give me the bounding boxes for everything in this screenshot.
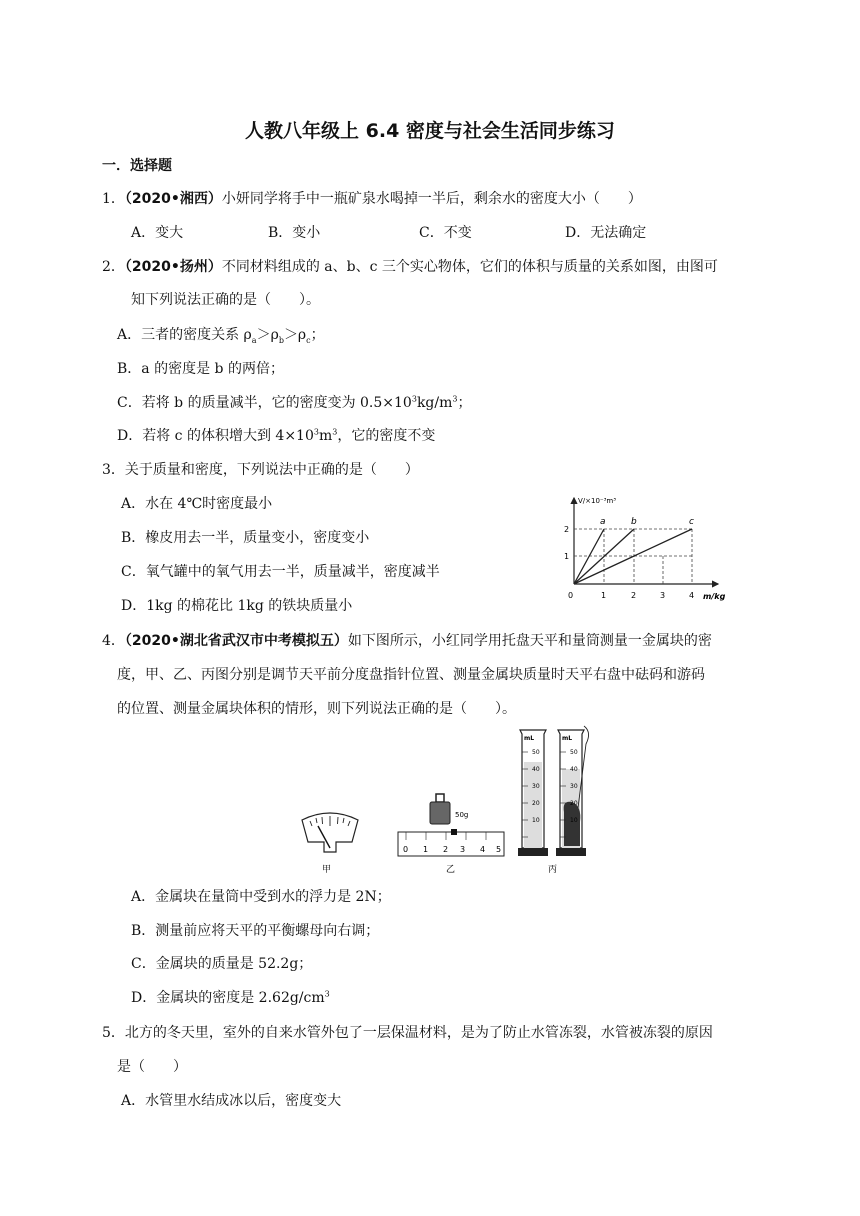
q2-option-d xyxy=(117,427,435,445)
line-a xyxy=(574,529,604,584)
x-tick-0: 0 xyxy=(568,591,574,600)
q4-stem-line1: 如下图所示，小红同学用托盘天平和量筒测量一金属块的密 xyxy=(347,633,712,649)
q2-c-unit: kg/m xyxy=(416,395,453,411)
cyl2-scale-30: 30 xyxy=(570,783,578,790)
label-b: b xyxy=(631,517,637,527)
cyl2-ml: mL xyxy=(562,735,573,742)
q3-option-a: A．水在 4℃时密度最小 xyxy=(121,496,273,512)
q4-option-c: C．金属块的质量是 52.2g； xyxy=(131,956,313,972)
q2-source: （2020•扬州） xyxy=(124,259,222,275)
cyl1-scale-20: 20 xyxy=(532,800,540,807)
q2-d-exp2: 3 xyxy=(332,427,338,437)
q2-a-text2: ＞ρ xyxy=(256,327,279,343)
question-5: 5．北方的冬天里，室外的自来水管外包了一层保温材料，是为了防止水管冻裂，水管被冻裂的原因 xyxy=(102,1025,713,1041)
x-tick-1: 1 xyxy=(601,591,607,600)
y-tick-2: 2 xyxy=(564,525,570,534)
label-c: c xyxy=(689,517,694,527)
q5-option-a: A．水管里水结成冰以后，密度变大 xyxy=(121,1093,342,1109)
x-tick-3: 3 xyxy=(660,591,666,600)
q4-stem-line3: 的位置、测量金属块体积的情形，则下列说法正确的是（ ）。 xyxy=(117,701,516,717)
cylinder-2 xyxy=(556,726,589,856)
q4-stem-line2: 度，甲、乙、丙图分别是调节天平前分度盘指针位置、测量金属块质量时天平右盘中砝码和游码 xyxy=(117,667,705,683)
q4-option-d xyxy=(131,989,330,1007)
cyl1-scale-30: 30 xyxy=(532,783,540,790)
q4-d-exp: 3 xyxy=(324,989,330,999)
q1-option-c: C．不变 xyxy=(419,225,472,241)
x-tick-4: 4 xyxy=(689,591,695,600)
x-tick-2: 2 xyxy=(631,591,637,600)
line-c xyxy=(574,529,692,584)
q5-stem-line2: 是（ ） xyxy=(117,1059,187,1075)
question-4 xyxy=(102,632,712,650)
section-heading: 一．选择题 xyxy=(102,158,172,174)
ruler-tick-1: 1 xyxy=(423,845,429,854)
question-1 xyxy=(102,190,642,208)
q1-stem: 小妍同学将手中一瓶矿泉水喝掉一半后，剩余水的密度大小（ ） xyxy=(221,191,642,207)
q2-option-c xyxy=(117,394,471,412)
q2-c-exp: 3 xyxy=(411,394,417,404)
weight-label: 50g xyxy=(455,811,469,819)
q2-d-end: ，它的密度不变 xyxy=(337,428,436,444)
ruler-tick-0: 0 xyxy=(403,845,409,854)
question-2 xyxy=(102,258,718,276)
ruler-tick-4: 4 xyxy=(480,845,486,854)
cyl1-scale-50: 50 xyxy=(532,749,540,756)
q2-c-text: C．若将 b 的质量减半，它的密度变为 0.5×10 xyxy=(117,395,412,411)
x-axis-label: m/kg xyxy=(703,592,726,601)
ruler-tick-5: 5 xyxy=(496,845,502,854)
cyl2-scale-10: 10 xyxy=(570,817,578,824)
q3-option-d: D．1kg 的棉花比 1kg 的铁块质量小 xyxy=(121,598,353,614)
q4-d-text: D．金属块的密度是 2.62g/cm xyxy=(131,990,325,1006)
q2-option-b: B．a 的密度是 b 的两倍； xyxy=(117,361,284,377)
q3-option-b: B．橡皮用去一半，质量变小，密度变小 xyxy=(121,530,370,546)
label-jia: 甲 xyxy=(322,865,332,875)
q4-number: 4． xyxy=(102,633,125,649)
label-bing: 丙 xyxy=(548,865,558,875)
q2-a-sub-b: b xyxy=(278,335,284,345)
q2-number: 2． xyxy=(102,259,125,275)
q1-option-d: D．无法确定 xyxy=(565,225,647,241)
volume-mass-graph xyxy=(556,492,726,610)
scale-dial xyxy=(302,813,358,852)
cyl2-scale-50: 50 xyxy=(570,749,578,756)
weight-50g xyxy=(430,794,450,824)
q3-option-c: C．氧气罐中的氧气用去一半，质量减半，密度减半 xyxy=(121,564,440,580)
ruler-tick-3: 3 xyxy=(460,845,466,854)
q4-option-b: B．测量前应将天平的平衡螺母向右调； xyxy=(131,923,380,939)
label-yi: 乙 xyxy=(446,865,456,875)
question-3: 3．关于质量和密度，下列说法中正确的是（ ） xyxy=(102,462,419,478)
balance-cylinder-figure xyxy=(296,722,606,880)
q2-d-exp: 3 xyxy=(313,427,319,437)
q2-a-sub-c: c xyxy=(306,335,311,345)
q2-option-a xyxy=(117,326,325,344)
y-axis-label: V/×10⁻³m³ xyxy=(578,497,617,505)
ruler-tick-2: 2 xyxy=(443,845,449,854)
q1-option-a: A．变大 xyxy=(131,225,184,241)
q2-d-unit: m xyxy=(318,428,333,444)
q2-a-end: ； xyxy=(310,327,325,343)
label-a: a xyxy=(600,517,606,527)
q2-d-text: D．若将 c 的体积增大到 4×10 xyxy=(117,428,314,444)
cyl1-scale-40: 40 xyxy=(532,766,540,773)
q2-a-sub-a: a xyxy=(251,335,257,345)
page-title: 人教八年级上 6.4 密度与社会生活同步练习 xyxy=(245,120,615,142)
cyl1-ml: mL xyxy=(524,735,535,742)
cyl2-scale-40: 40 xyxy=(570,766,578,773)
q4-source: （2020•湖北省武汉市中考模拟五） xyxy=(124,633,348,649)
q2-stem-line1: 不同材料组成的 a、b、c 三个实心物体，它们的体积与质量的关系如图，由图可 xyxy=(221,259,718,275)
rider-ruler xyxy=(398,829,504,856)
q2-c-exp2: 3 xyxy=(452,394,458,404)
cyl1-scale-10: 10 xyxy=(532,817,540,824)
q2-a-text3: ＞ρ xyxy=(283,327,307,343)
q2-a-text: A．三者的密度关系 ρ xyxy=(117,327,252,343)
cyl2-scale-20: 20 xyxy=(570,800,578,807)
q1-number: 1． xyxy=(102,191,125,207)
q2-stem-line2: 知下列说法正确的是（ ）。 xyxy=(131,292,320,308)
y-tick-1: 1 xyxy=(564,552,570,561)
q1-source: （2020•湘西） xyxy=(124,191,222,207)
q1-option-b: B．变小 xyxy=(268,225,321,241)
q4-option-a: A．金属块在量筒中受到水的浮力是 2N； xyxy=(131,889,391,905)
q2-c-end: ； xyxy=(457,395,472,411)
